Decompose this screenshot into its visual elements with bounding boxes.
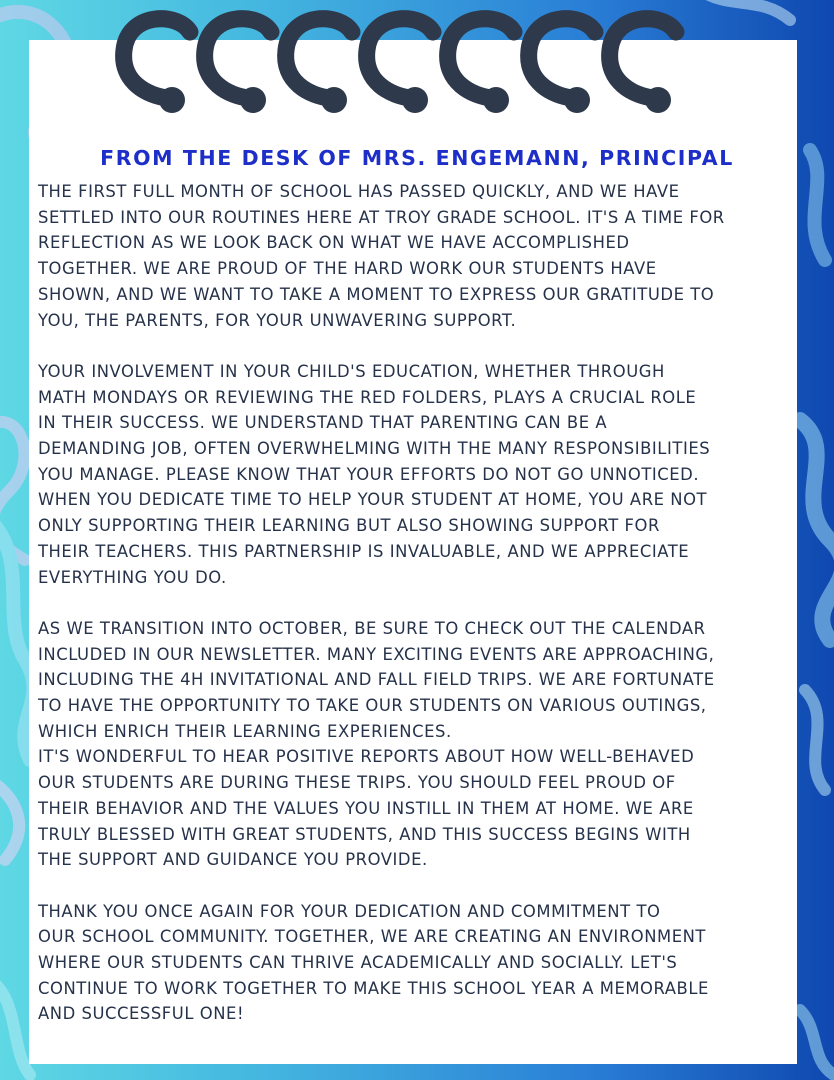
paragraph-thank-you [38,899,798,1028]
text-line: MATH MONDAYS OR REVIEWING THE RED FOLDERS, PLAYS A CRUCIAL ROLE [38,387,697,407]
text-line: WHICH ENRICH THEIR LEARNING EXPERIENCES. [38,721,452,741]
page-title: FROM THE DESK OF MRS. ENGEMANN, PRINCIPAL [100,146,734,170]
binder-hole [645,87,671,113]
text-line: THEIR TEACHERS. THIS PARTNERSHIP IS INVALUABLE, AND WE APPRECIATE [38,541,690,561]
text-line: OUR STUDENTS ARE DURING THESE TRIPS. YOU SHOULD FEEL PROUD OF [38,773,676,793]
binder-rings [0,0,834,130]
text-line: INCLUDED IN OUR NEWSLETTER. MANY EXCITING EVENTS ARE APPROACHING, [38,644,715,664]
binder-hole [483,87,509,113]
text-line: AS WE TRANSITION INTO OCTOBER, BE SURE TO CHECK OUT THE CALENDAR [38,618,706,638]
text-line: TRULY BLESSED WITH GREAT STUDENTS, AND THIS SUCCESS BEGINS WITH [38,824,691,844]
text-line: THE FIRST FULL MONTH OF SCHOOL HAS PASSED QUICKLY, AND WE HAVE [38,182,680,201]
paragraph-october [38,616,798,745]
text-line: TO HAVE THE OPPORTUNITY TO TAKE OUR STUDENTS ON VARIOUS OUTINGS, [38,696,707,716]
text-line: REFLECTION AS WE LOOK BACK ON WHAT WE HAVE ACCOMPLISHED [38,233,630,253]
binder-hole [402,87,428,113]
binder-hole [564,87,590,113]
paragraph-reflection [38,179,798,333]
text-line: DEMANDING JOB, OFTEN OVERWHELMING WITH THE MANY RESPONSIBILITIES [38,439,711,459]
text-line: INCLUDING THE 4H INVITATIONAL AND FALL FIELD TRIPS. WE ARE FORTUNATE [38,670,715,690]
text-line: SHOWN, AND WE WANT TO TAKE A MOMENT TO EXPRESS OUR GRATITUDE TO [38,284,715,304]
text-line: CONTINUE TO WORK TOGETHER TO MAKE THIS SCHOOL YEAR A MEMORABLE [38,978,709,998]
binder-hole [240,87,266,113]
text-line: THEIR BEHAVIOR AND THE VALUES YOU INSTILL IN THEM AT HOME. WE ARE [38,798,694,818]
letter-body [38,179,798,1053]
text-line: AND SUCCESSFUL ONE! [38,1004,245,1024]
binder-hole [159,87,185,113]
text-line: ONLY SUPPORTING THEIR LEARNING BUT ALSO SHOWING SUPPORT FOR [38,516,660,536]
binder-hole [321,87,347,113]
text-line: WHEN YOU DEDICATE TIME TO HELP YOUR STUDENT AT HOME, YOU ARE NOT [38,490,708,510]
text-line: EVERYTHING YOU DO. [38,567,227,587]
text-line: YOU, THE PARENTS, FOR YOUR UNWAVERING SUPPORT. [38,310,517,330]
text-line: THE SUPPORT AND GUIDANCE YOU PROVIDE. [38,850,428,870]
paragraph-involvement [38,359,798,590]
text-line: TOGETHER. WE ARE PROUD OF THE HARD WORK OUR STUDENTS HAVE [38,259,657,279]
text-line: THANK YOU ONCE AGAIN FOR YOUR DEDICATION AND COMMITMENT TO [38,901,661,921]
text-line: WHERE OUR STUDENTS CAN THRIVE ACADEMICALLY AND SOCIALLY. LET'S [38,953,678,973]
binder-ring [124,19,676,98]
text-line: IT'S WONDERFUL TO HEAR POSITIVE REPORTS ABOUT HOW WELL-BEHAVED [38,747,695,767]
text-line: SETTLED INTO OUR ROUTINES HERE AT TROY GRADE SCHOOL. IT'S A TIME FOR [38,207,725,227]
text-line: YOU MANAGE. PLEASE KNOW THAT YOUR EFFORTS DO NOT GO UNNOTICED. [38,464,700,484]
paragraph-field-trips [38,744,798,873]
text-line: IN THEIR SUCCESS. WE UNDERSTAND THAT PARENTING CAN BE A [38,413,608,433]
text-line: OUR SCHOOL COMMUNITY. TOGETHER, WE ARE CREATING AN ENVIRONMENT [38,927,706,947]
text-line: YOUR INVOLVEMENT IN YOUR CHILD'S EDUCATION, WHETHER THROUGH [38,361,665,381]
